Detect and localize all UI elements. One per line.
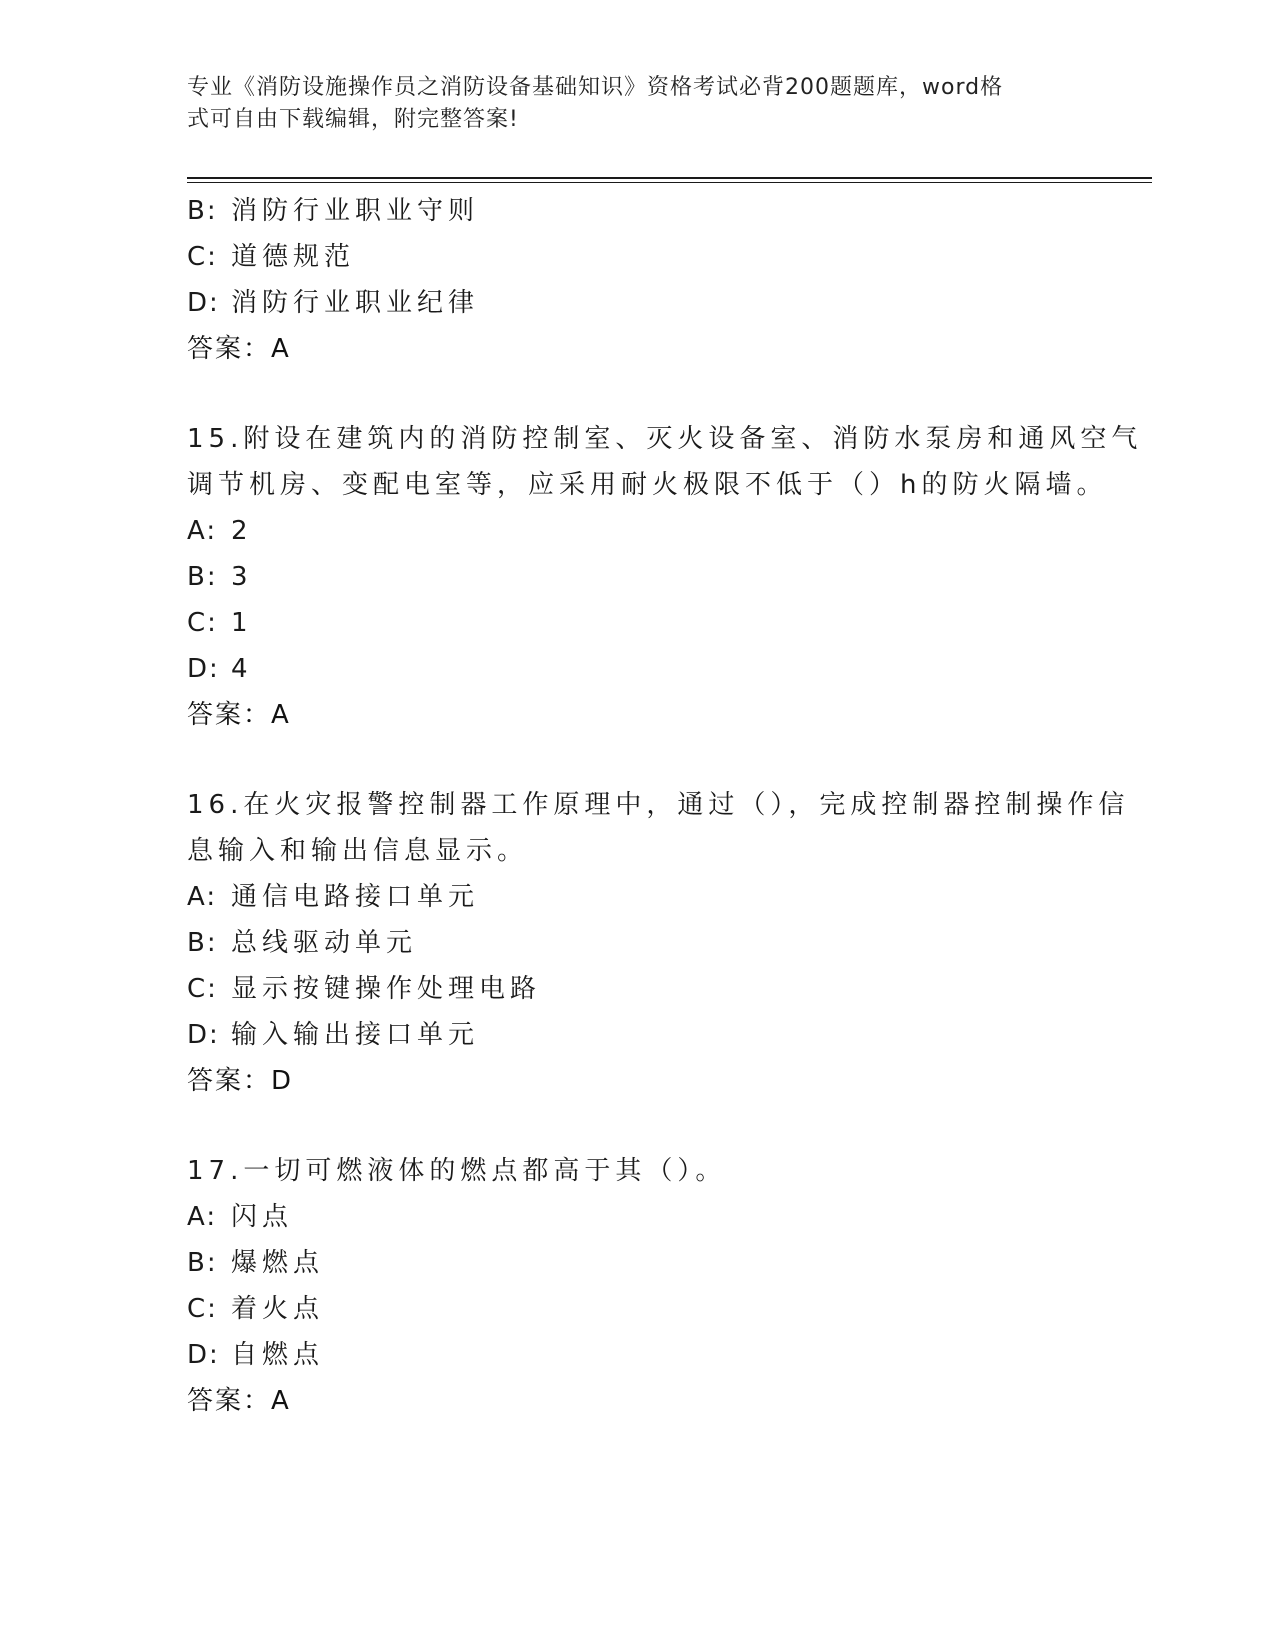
answer-line: 答案：A [187, 334, 291, 364]
question-text-line: 息输入和输出信息显示。 [187, 836, 529, 866]
question-17 [187, 1148, 1087, 1424]
option-line [187, 646, 1087, 692]
answer-line: 答案：A [187, 700, 291, 730]
option-letter: D: [187, 1340, 220, 1370]
option-text: 爆燃点 [231, 1248, 325, 1278]
question-text-line: 15.附设在建筑内的消防控制室、灭火设备室、消防水泵房和通风空气 [187, 424, 1143, 454]
option-letter: B: [187, 562, 218, 592]
option-line [187, 966, 1087, 1012]
option-text: 输入输出接口单元 [231, 1020, 480, 1050]
option-line [187, 280, 1087, 326]
option-letter: C: [187, 608, 218, 638]
option-line [187, 554, 1087, 600]
option-line [187, 1286, 1087, 1332]
option-letter: A: [187, 882, 218, 912]
option-text: 消防行业职业纪律 [231, 288, 480, 318]
header-divider-thin [187, 182, 1152, 183]
question-16 [187, 782, 1130, 1104]
option-text: 1 [231, 608, 253, 638]
header-divider-thick [187, 177, 1152, 179]
option-letter: C: [187, 242, 218, 272]
option-text: 闪点 [231, 1202, 294, 1232]
option-line [187, 874, 1087, 920]
document-header [187, 72, 1067, 136]
option-text: 道德规范 [231, 242, 356, 272]
option-letter: C: [187, 974, 218, 1004]
document-body [187, 188, 1143, 1424]
option-line [187, 1194, 1087, 1240]
question-text-line: 17.一切可燃液体的燃点都高于其（）。 [187, 1156, 727, 1186]
answer-line: 答案：A [187, 1386, 291, 1416]
option-text: 4 [231, 654, 253, 684]
option-line [187, 1240, 1087, 1286]
continued-question [187, 188, 1087, 372]
option-line [187, 920, 1087, 966]
option-line [187, 1332, 1087, 1378]
option-text: 显示按键操作处理电路 [231, 974, 542, 1004]
option-text: 消防行业职业守则 [231, 196, 480, 226]
option-letter: A: [187, 1202, 218, 1232]
option-line [187, 188, 1087, 234]
answer-line: 答案：D [187, 1066, 294, 1096]
question-text-line: 16.在火灾报警控制器工作原理中，通过（），完成控制器控制操作信 [187, 790, 1130, 820]
option-letter: D: [187, 288, 220, 318]
header-line-1: 专业《消防设施操作员之消防设备基础知识》资格考试必背200题题库，word格 [187, 75, 1004, 100]
option-letter: B: [187, 928, 218, 958]
option-text: 总线驱动单元 [231, 928, 418, 958]
option-line [187, 508, 1087, 554]
option-letter: D: [187, 654, 220, 684]
option-letter: D: [187, 1020, 220, 1050]
option-text: 3 [231, 562, 253, 592]
option-text: 通信电路接口单元 [231, 882, 480, 912]
option-letter: B: [187, 196, 218, 226]
option-text: 着火点 [231, 1294, 325, 1324]
option-letter: A: [187, 516, 218, 546]
option-letter: B: [187, 1248, 218, 1278]
option-text: 2 [231, 516, 253, 546]
header-line-2: 式可自由下载编辑，附完整答案! [187, 107, 519, 132]
option-line [187, 600, 1087, 646]
question-15 [187, 416, 1143, 738]
option-line [187, 1012, 1087, 1058]
option-line [187, 234, 1087, 280]
option-text: 自燃点 [231, 1340, 325, 1370]
option-letter: C: [187, 1294, 218, 1324]
question-text-line: 调节机房、变配电室等，应采用耐火极限不低于（）h的防火隔墙。 [187, 470, 1108, 500]
